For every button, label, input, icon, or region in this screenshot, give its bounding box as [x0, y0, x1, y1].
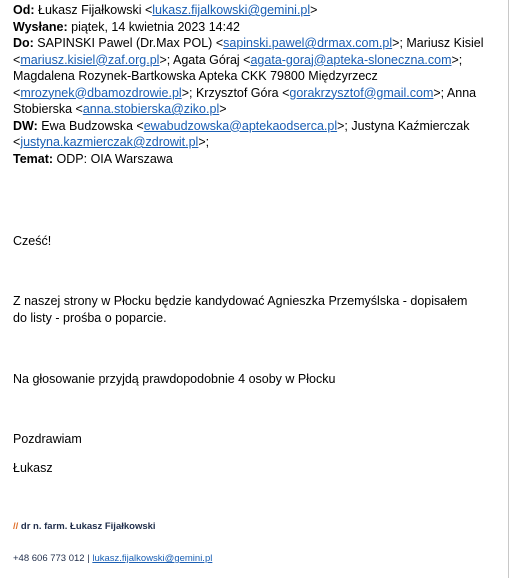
sender-name: Łukasz: [13, 461, 53, 475]
to-separator: >;: [433, 85, 445, 100]
signature-title-name: dr n. farm. Łukasz Fijałkowski: [18, 521, 156, 532]
sent-line: [13, 19, 498, 36]
to-recipient-email-link[interactable]: mrozynek@dbamozdrowie.pl: [20, 85, 182, 100]
closing: Pozdrawiam: [13, 432, 82, 446]
subject-label: Temat:: [13, 151, 54, 166]
to-separator: >: [219, 102, 227, 116]
to-recipient-email-link[interactable]: mariusz.kisiel@zaf.org.pl: [20, 52, 160, 67]
signature-name: [13, 521, 156, 532]
to-line: [13, 35, 498, 118]
subject-line: [13, 151, 498, 168]
to-recipient-name: Krzysztof Góra <: [192, 85, 290, 100]
from-line: [13, 2, 498, 19]
cc-recipient-name: Ewa Budzowska <: [37, 118, 144, 133]
signature-slashes: //: [13, 521, 19, 532]
sent-value: piątek, 14 kwietnia 2023 14:42: [67, 19, 241, 34]
to-recipient-name: Magdalena Rozynek-Bartkowska Apteka CKK 79800 Międzyrzecz <: [13, 69, 378, 100]
subject-value: ODP: OIA Warszawa: [53, 151, 173, 166]
email-header: [13, 2, 498, 167]
signature-contact: [13, 553, 212, 564]
to-recipient-email-link[interactable]: sapinski.pawel@drmax.com.pl: [223, 36, 393, 50]
cc-separator: >;: [198, 135, 210, 149]
sent-label: Wysłane:: [13, 19, 68, 34]
to-recipient-email-link[interactable]: anna.stobierska@ziko.pl: [82, 102, 220, 116]
to-separator: >;: [181, 85, 193, 100]
from-close: >: [310, 3, 318, 17]
to-recipient-email-link[interactable]: gorakrzysztof@gmail.com: [289, 85, 434, 100]
greeting: Cześć!: [13, 234, 52, 248]
cc-separator: >;: [337, 118, 348, 133]
to-separator: >;: [159, 52, 171, 67]
to-separator: >;: [392, 36, 403, 50]
to-label: Do:: [13, 36, 34, 50]
to-recipient-name: Mariusz Kisiel <: [13, 36, 484, 67]
window-border: [508, 0, 509, 578]
cc-recipient-name: Justyna Kaźmierczak <: [13, 118, 470, 149]
from-email-link[interactable]: lukasz.fijalkowski@gemini.pl: [152, 3, 311, 17]
to-separator: >;: [451, 52, 463, 67]
body-paragraph: Na głosowanie przyjdą prawdopodobnie 4 osoby w Płocku: [13, 372, 336, 386]
to-recipient-name: Anna Stobierska <: [13, 85, 477, 116]
cc-line: [13, 118, 498, 151]
cc-recipient-email-link[interactable]: ewabudzowska@aptekaodserca.pl: [143, 118, 338, 133]
body-paragraph: Z naszej strony w Płocku będzie kandydować Agnieszka Przemyślska - dopisałem do listy - prośba o poparcie.: [13, 294, 468, 325]
to-recipient-name: Agata Góraj <: [170, 52, 251, 67]
from-label: Od:: [13, 3, 35, 17]
cc-recipient-email-link[interactable]: justyna.kazmierczak@zdrowit.pl: [20, 135, 199, 149]
from-name: Łukasz Fijałkowski <: [34, 3, 153, 17]
to-recipient-name: SAPINSKI Pawel (Dr.Max POL) <: [33, 36, 224, 50]
signature-email-link[interactable]: lukasz.fijalkowski@gemini.pl: [92, 553, 213, 564]
to-recipient-email-link[interactable]: agata-goraj@apteka-sloneczna.com: [250, 52, 452, 67]
cc-label: DW:: [13, 118, 38, 133]
signature-phone: +48 606 773 012 |: [13, 553, 93, 564]
